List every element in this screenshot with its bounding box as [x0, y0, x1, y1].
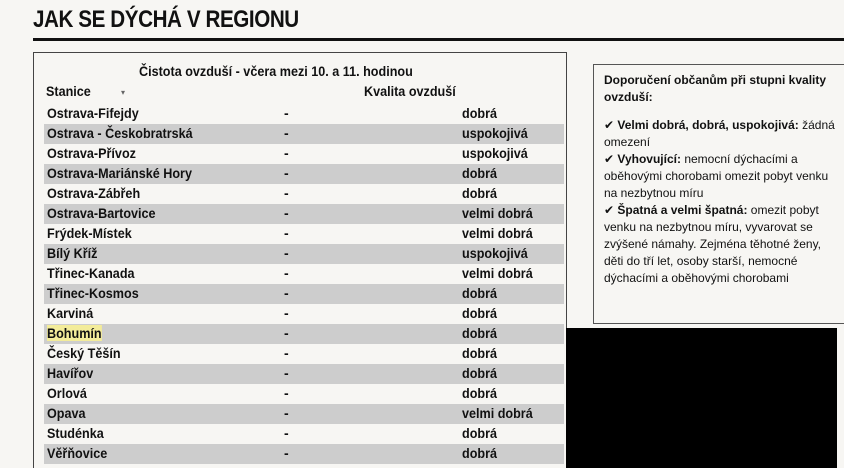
- station-name: Ostrava-Přívoz: [47, 145, 136, 161]
- row-dash: -: [284, 425, 289, 441]
- headline-rule: [33, 38, 844, 41]
- station-column-header: Stanice: [46, 83, 91, 99]
- table-row: [44, 344, 564, 364]
- redaction-block: [566, 328, 837, 468]
- advice-item-label: Špatná a velmi špatná:: [617, 203, 748, 217]
- station-name: Karviná: [47, 305, 94, 321]
- station-name: Ostrava-Bartovice: [47, 205, 156, 221]
- row-dash: -: [284, 405, 289, 421]
- table-row: [44, 284, 564, 304]
- row-dash: -: [284, 305, 289, 321]
- row-dash: -: [284, 445, 289, 461]
- advice-item-text: nemocní dýchacími a oběhovými chorobami omezit pobyt venku na nezbytnou míru: [604, 152, 829, 200]
- advice-title: Doporučení občanům při stupni kvality ovzduší:: [604, 73, 827, 104]
- table-rows: [44, 104, 564, 464]
- table-row: [44, 324, 564, 344]
- advice-box: [593, 64, 844, 324]
- table-row: [44, 364, 564, 384]
- quality-value: velmi dobrá: [462, 225, 533, 241]
- station-name: Bohumín: [47, 325, 102, 341]
- row-dash: -: [284, 145, 289, 161]
- table-row: [44, 384, 564, 404]
- quality-value: dobrá: [462, 385, 498, 401]
- quality-value: dobrá: [462, 425, 498, 441]
- quality-value: uspokojivá: [462, 245, 528, 261]
- table-row: [44, 184, 564, 204]
- row-dash: -: [284, 265, 289, 281]
- station-name: Opava: [47, 405, 86, 421]
- station-name: Ostrava-Mariánské Hory: [47, 165, 192, 181]
- advice-item-label: Vyhovující:: [617, 152, 681, 166]
- row-dash: -: [284, 365, 289, 381]
- quality-value: dobrá: [462, 165, 498, 181]
- table-row: [44, 444, 564, 464]
- advice-item-text: omezit pobyt venku na nezbytnou míru, vyvarovat se zvýšené námahy. Zejména těhotné ženy, děti do tří let, osoby starší, nemocné dýchacími a oběhovými chorobami: [604, 203, 822, 285]
- air-quality-table: [33, 52, 567, 468]
- station-name: Český Těšín: [47, 345, 121, 361]
- advice-item: [604, 202, 836, 287]
- quality-value: dobrá: [462, 365, 498, 381]
- station-name: Bílý Kříž: [47, 245, 98, 261]
- page-headline: JAK SE DÝCHÁ V REGIONU: [33, 6, 299, 33]
- table-row: [44, 104, 564, 124]
- quality-value: dobrá: [462, 345, 498, 361]
- quality-value: dobrá: [462, 285, 498, 301]
- row-dash: -: [284, 185, 289, 201]
- row-dash: -: [284, 345, 289, 361]
- table-row: [44, 244, 564, 264]
- quality-value: velmi dobrá: [462, 205, 533, 221]
- row-dash: -: [284, 165, 289, 181]
- row-dash: -: [284, 385, 289, 401]
- sort-mark-icon: ▾: [121, 88, 126, 97]
- check-icon: ✔: [604, 203, 615, 217]
- table-row: [44, 404, 564, 424]
- table-row: [44, 164, 564, 184]
- table-row: [44, 124, 564, 144]
- station-name: Orlová: [47, 385, 87, 401]
- advice-item-label: Velmi dobrá, dobrá, uspokojivá:: [617, 118, 799, 132]
- quality-column-header: Kvalita ovzduší: [364, 83, 456, 99]
- station-name: Havířov: [47, 365, 94, 381]
- station-name: Třinec-Kanada: [47, 265, 135, 281]
- station-name: Ostrava-Fifejdy: [47, 105, 139, 121]
- row-dash: -: [284, 125, 289, 141]
- quality-value: velmi dobrá: [462, 405, 533, 421]
- table-row: [44, 264, 564, 284]
- row-dash: -: [284, 105, 289, 121]
- table-row: [44, 224, 564, 244]
- advice-item: [604, 151, 836, 202]
- table-row: [44, 204, 564, 224]
- advice-item: [604, 117, 836, 151]
- table-row: [44, 424, 564, 444]
- table-title: Čistota ovzduší - včera mezi 10. a 11. hodinou: [139, 63, 413, 79]
- advice-item-text: žádná omezení: [604, 118, 835, 149]
- quality-value: dobrá: [462, 445, 498, 461]
- station-name: Frýdek-Místek: [47, 225, 132, 241]
- quality-value: dobrá: [462, 105, 498, 121]
- table-row: [44, 304, 564, 324]
- row-dash: -: [284, 285, 289, 301]
- quality-value: dobrá: [462, 305, 498, 321]
- station-name: Třinec-Kosmos: [47, 285, 139, 301]
- station-name: Věřňovice: [47, 445, 108, 461]
- station-name: Ostrava - Českobratrská: [47, 125, 193, 141]
- station-name: Studénka: [47, 425, 104, 441]
- check-icon: ✔: [604, 118, 615, 132]
- row-dash: -: [284, 225, 289, 241]
- quality-value: dobrá: [462, 325, 498, 341]
- quality-value: dobrá: [462, 185, 498, 201]
- quality-value: uspokojivá: [462, 125, 528, 141]
- row-dash: -: [284, 205, 289, 221]
- table-row: [44, 144, 564, 164]
- row-dash: -: [284, 245, 289, 261]
- quality-value: velmi dobrá: [462, 265, 533, 281]
- row-dash: -: [284, 325, 289, 341]
- check-icon: ✔: [604, 152, 615, 166]
- quality-value: uspokojivá: [462, 145, 528, 161]
- station-name: Ostrava-Zábřeh: [47, 185, 141, 201]
